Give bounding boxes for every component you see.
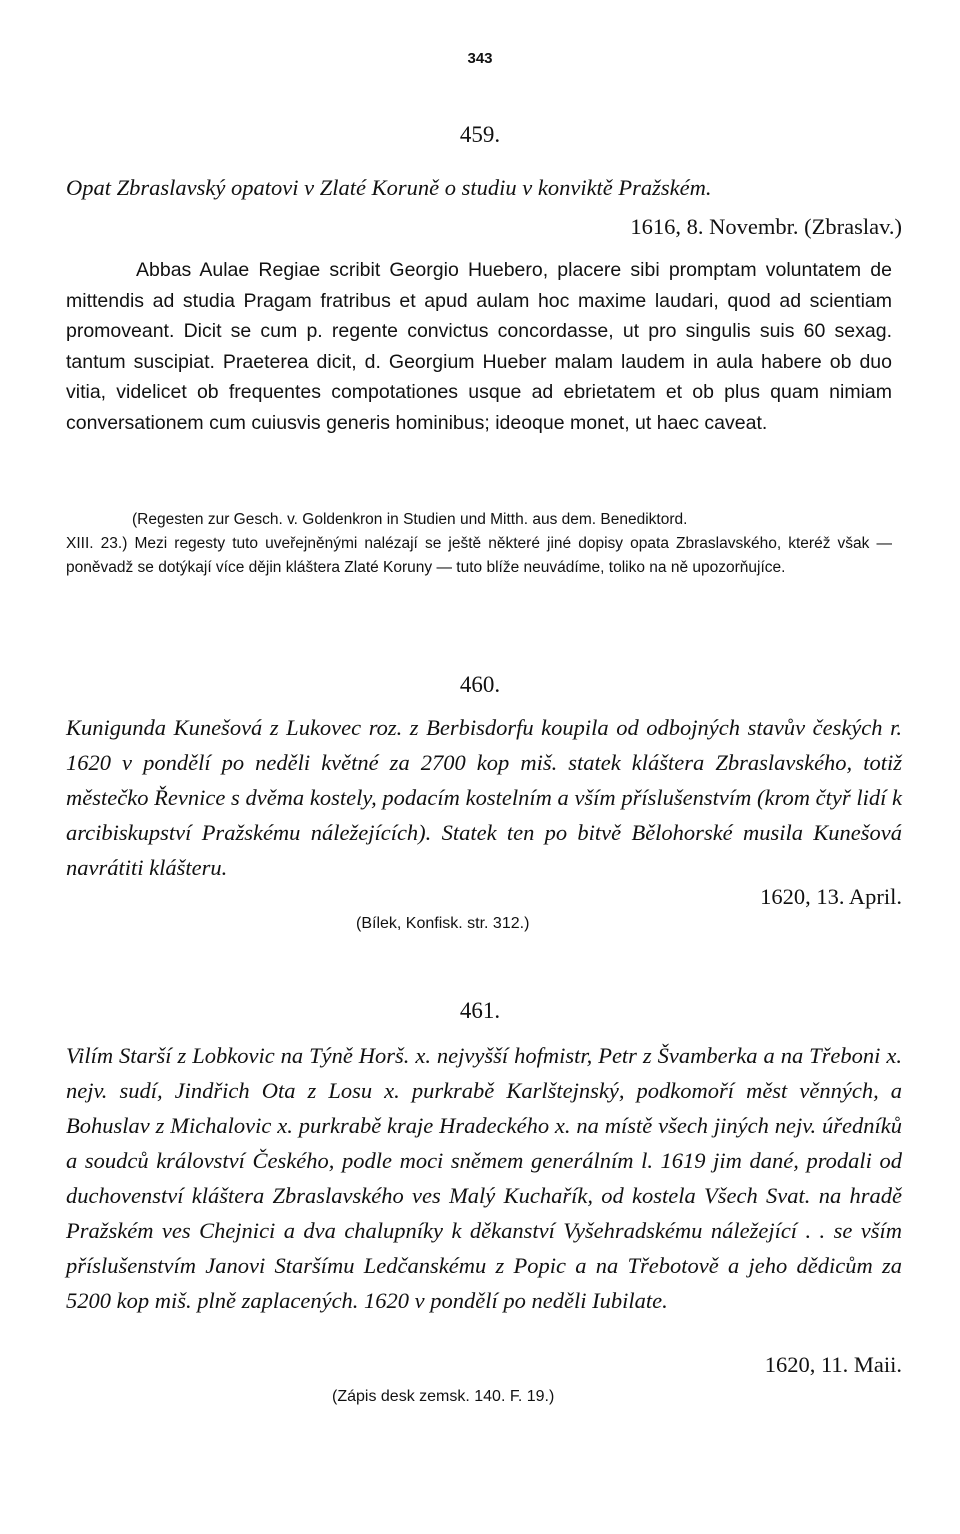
entry-body: Abbas Aulae Regiae scribit Georgio Huebero, placere sibi promptam voluntatem de mittendis ad studia Pragam fratribus et apud aulam hoc maxime laudari, quod ad scientiam promoveant. Dicit se cum p. regente convictus concordasse, ut pro singulis suis 60 sexag. tantum suscipiat. Praeterea dicit, d. Georgium Hueber malam laudem in aula habere ob duo vitia, videlicet ob frequentes compotationes usque ad ebrietatem et ob plus quam nimiam conversationem cum cuiusvis generis hominibus; ideoque monet, ut haec caveat. bbox=[66, 259, 892, 434]
entry-dateline: 1620, 13. April. bbox=[760, 884, 902, 909]
entry-number: 461. bbox=[459, 998, 501, 1023]
entry-dateline: 1616, 8. Novembr. (Zbraslav.) bbox=[630, 214, 902, 239]
entry-source: (Bílek, Konfisk. str. 312.) bbox=[356, 915, 530, 932]
entry-number: 459. bbox=[459, 122, 501, 147]
entry-dateline: 1620, 11. Maii. bbox=[764, 1352, 902, 1377]
note-citation: (Regesten zur Gesch. v. Goldenkron in Studien und Mitth. aus dem. Benediktord. bbox=[132, 511, 688, 528]
entry-heading: Kunigunda Kunešová z Lukovec roz. z Berbisdorfu koupila od odbojných stavův českých r. 1620 v pondělí po neděli květné za 2700 kop miš. statek kláštera Zbraslavského, totiž městečko Řevnice s dvěma kostely, podacím kostelním a vším příslušenstvím (krom čtyř lidí k arcibiskupství Pražskému náležejících). Statek ten po bitvě Bělohorské musila Kunešová navrátiti klášteru. bbox=[66, 715, 902, 880]
entry-note bbox=[66, 508, 892, 580]
entry-source: (Zápis desk zemsk. 140. F. 19.) bbox=[332, 1388, 555, 1405]
entry-heading: Vilím Starší z Lobkovic na Týně Horš. x. nejvyšší hofmistr, Petr z Švamberka a na Třeboni x. nejv. sudí, Jindřich Ota z Losu x. purkrabě Karlštejnský, podkomoří měst věnných, a Bohuslav z Michalovic x. purkrabě kraje Hradeckého x. na místě všech jiných nejv. úředníků a soudců království Českého, podle moci sněmem generálním l. 1619 jim dané, prodali od duchovenství kláštera Zbraslavského ves Malý Kuchařík, od kostela Všech Svat. na hradě Pražském ves Chejnici a dva chalupníky k děkanství Vyšehradskému náležející . . se vším příslušenstvím Janovi Staršímu Ledčanskému z Popic a na Třebotově a jeho dědicům za 5200 kop miš. plně zaplacených. 1620 v pondělí po neděli Iubilate. bbox=[66, 1043, 902, 1313]
note-comment: XIII. 23.) Mezi regesty tuto uveřejněnými nalézají se ještě některé jiné dopisy opata Zbraslavského, kteréž však — poněvadž se dotýkají více dějin kláštera Zlaté Koruny — tuto blíže neuvádíme, toliko na ně upozorňujíce. bbox=[66, 535, 892, 576]
page-number: 343 bbox=[467, 50, 493, 67]
entry-heading: Opat Zbraslavský opatovi v Zlaté Koruně o studiu v konviktě Pražském. bbox=[66, 175, 712, 200]
entry-number: 460. bbox=[459, 672, 501, 697]
